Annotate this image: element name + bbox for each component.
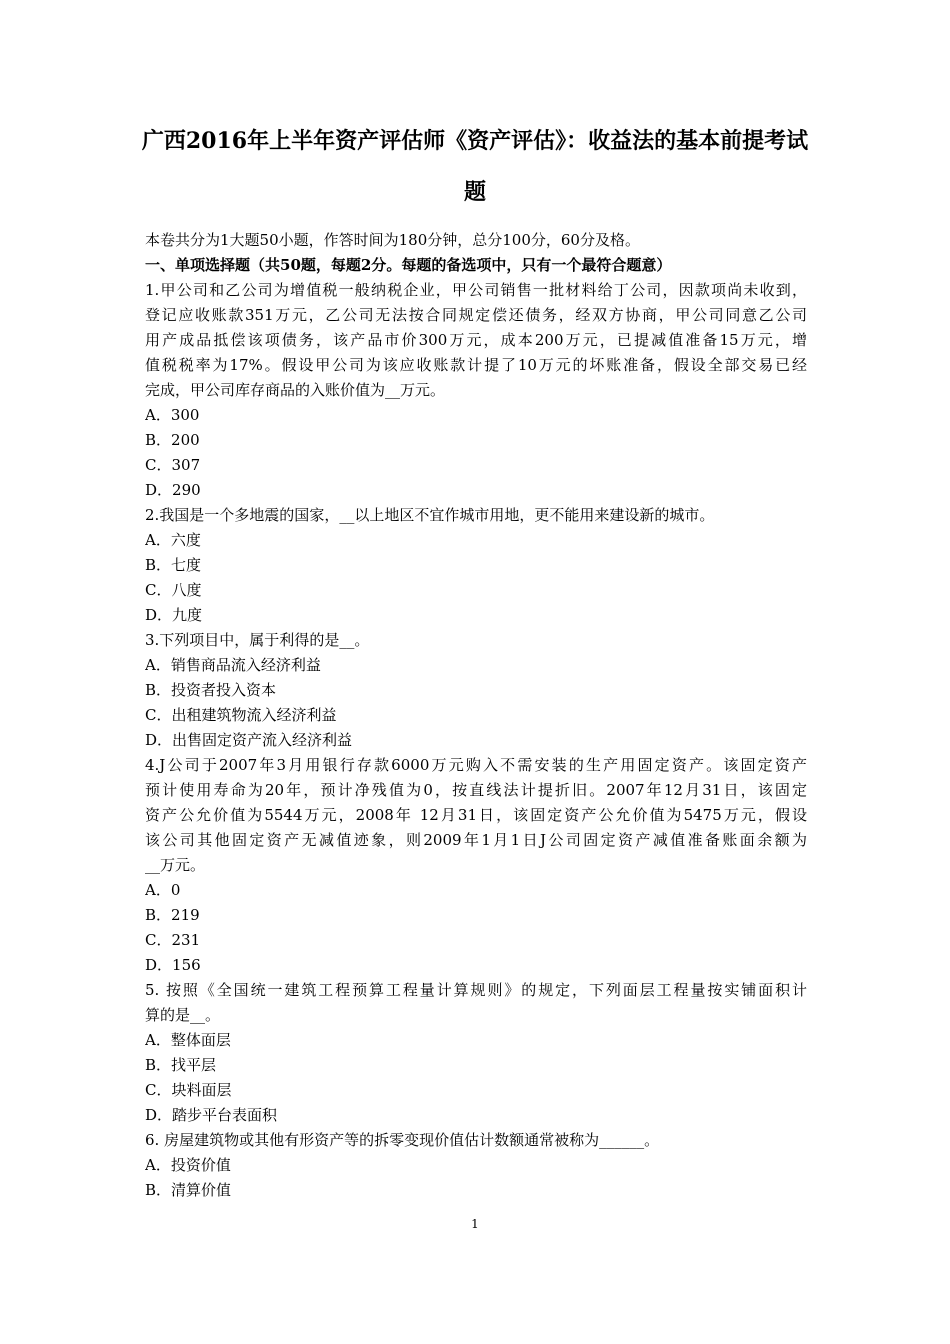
text-line: B．清算价值 (145, 1181, 232, 1199)
text-line: 算的是__。 (145, 1006, 221, 1024)
text-line: C．块料面层 (145, 1081, 232, 1099)
text-line: B．找平层 (145, 1056, 217, 1074)
text-line: D．九度 (145, 606, 203, 624)
text-line: D．290 (145, 481, 201, 499)
text-line: __万元。 (145, 856, 206, 874)
document-title-line-1: 广西2016年上半年资产评估师《资产评估》：收益法的基本前提考试 (141, 128, 809, 154)
text-line: 用产成品抵偿该项债务，该产品市价300万元，成本200万元，已提减值准备15万元，增 (145, 331, 807, 349)
text-line: A．投资价值 (145, 1156, 231, 1174)
text-line: C．八度 (145, 581, 202, 599)
text-line: A．300 (145, 406, 200, 424)
text-line: B．投资者投入资本 (145, 681, 277, 699)
text-line: A．六度 (145, 531, 201, 549)
question-lines (145, 278, 807, 1203)
text-line: A．0 (145, 881, 181, 899)
text-line: 该公司其他固定资产无减值迹象，则2009年1月1日J公司固定资产减值准备账面余额为 (145, 831, 807, 849)
section-heading: 一、单项选择题（共50题，每题2分。每题的备选项中，只有一个最符合题意） (145, 256, 672, 274)
text-line: 值税税率为17%。假设甲公司为该应收账款计提了10万元的坏账准备，假设全部交易已经 (145, 356, 807, 374)
text-line: 6. 房屋建筑物或其他有形资产等的拆零变现价值估计数额通常被称为______。 (145, 1131, 660, 1149)
document-body (145, 228, 807, 1203)
text-line: 3.下列项目中，属于利得的是__。 (145, 631, 370, 649)
text-line: 1.甲公司和乙公司为增值税一般纳税企业，甲公司销售一批材料给丁公司，因款项尚未收到， (145, 281, 807, 299)
exam-intro: 本卷共分为1大题50小题，作答时间为180分钟，总分100分，60分及格。 (145, 231, 640, 249)
text-line: 预计使用寿命为20年，预计净残值为0，按直线法计提折旧。2007年12月31日，该固定 (145, 781, 807, 799)
text-line: D．出售固定资产流入经济利益 (145, 731, 353, 749)
text-line: 登记应收账款351万元，乙公司无法按合同规定偿还债务，经双方协商，甲公司同意乙公司 (145, 306, 807, 324)
text-line: 资产公允价值为5544万元，2008年 12月31日，该固定资产公允价值为5475万元，假设 (145, 806, 807, 824)
text-line: B．200 (145, 431, 200, 449)
document-title-line-2: 题 (463, 179, 486, 205)
text-line: B．七度 (145, 556, 202, 574)
text-line: C．307 (145, 456, 201, 474)
text-line: 2.我国是一个多地震的国家，__以上地区不宜作城市用地，更不能用来建设新的城市。 (145, 506, 715, 524)
text-line: 4.J公司于2007年3月用银行存款6000万元购入不需安装的生产用固定资产。该固定资产 (145, 756, 807, 774)
text-line: C．出租建筑物流入经济利益 (145, 706, 337, 724)
text-line: D．踏步平台表面积 (145, 1106, 278, 1124)
page-number: 1 (471, 1217, 479, 1231)
text-line: A．销售商品流入经济利益 (145, 656, 321, 674)
text-line: A．整体面层 (145, 1031, 231, 1049)
text-line: 完成，甲公司库存商品的入账价值为__万元。 (145, 381, 446, 399)
text-line: 5. 按照《全国统一建筑工程预算工程量计算规则》的规定，下列面层工程量按实铺面积计 (145, 981, 807, 999)
text-line: D．156 (145, 956, 201, 974)
text-line: C．231 (145, 931, 201, 949)
text-line: B．219 (145, 906, 200, 924)
